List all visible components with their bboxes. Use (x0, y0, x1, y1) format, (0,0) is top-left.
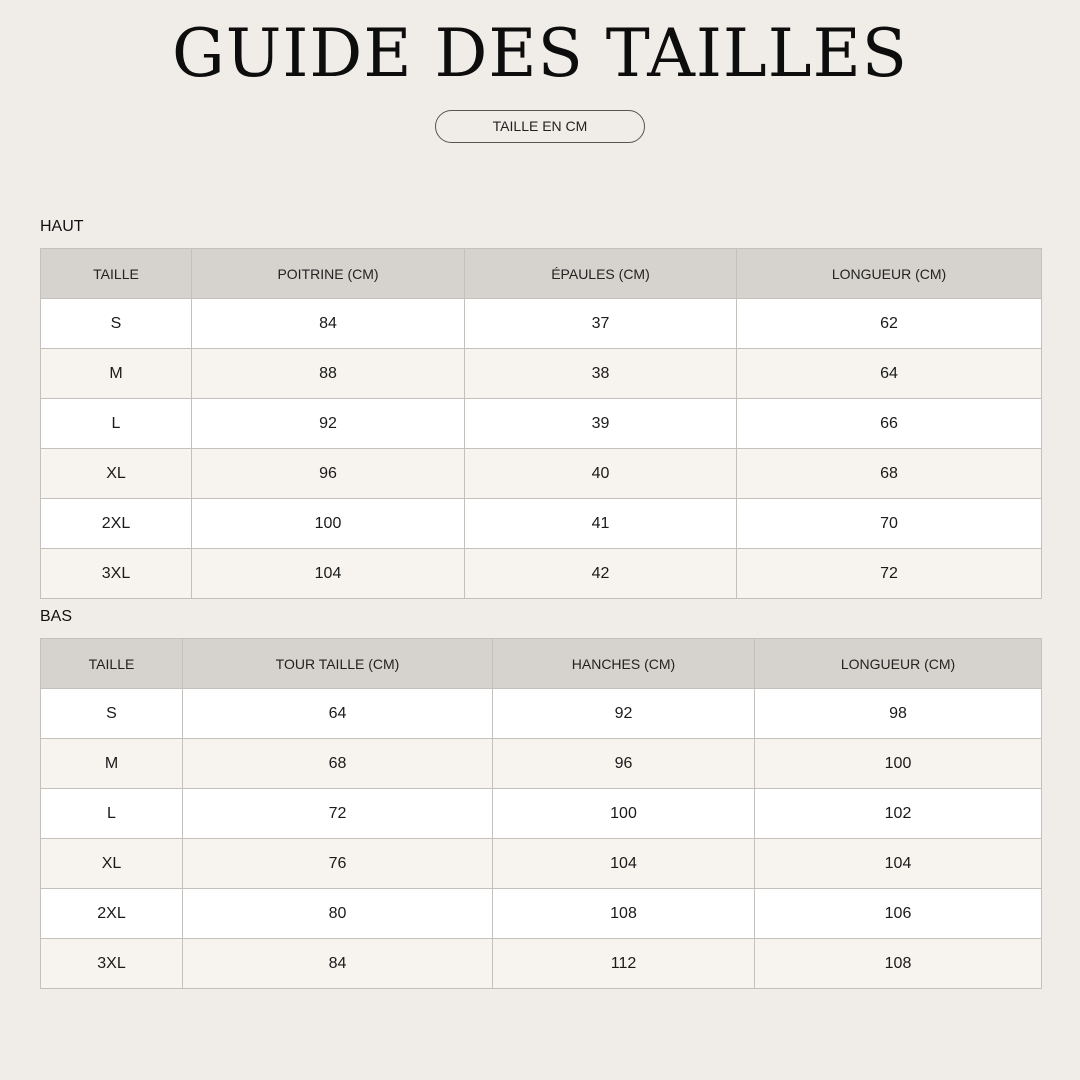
table-row (41, 889, 1042, 939)
table-header-row (41, 249, 1042, 299)
size-cell: XL (41, 449, 192, 499)
value-cell: 70 (737, 499, 1042, 549)
size-cell: S (41, 299, 192, 349)
value-cell: 104 (755, 839, 1042, 889)
value-cell: 102 (755, 789, 1042, 839)
column-header: LONGUEUR (CM) (737, 249, 1042, 299)
value-cell: 84 (192, 299, 465, 349)
table-row (41, 689, 1042, 739)
size-cell: 2XL (41, 889, 183, 939)
value-cell: 68 (737, 449, 1042, 499)
table-row (41, 939, 1042, 989)
column-header: LONGUEUR (CM) (755, 639, 1042, 689)
table-row (41, 739, 1042, 789)
section-label-haut: HAUT (40, 218, 84, 235)
size-cell: S (41, 689, 183, 739)
section-label-bas: BAS (40, 608, 73, 625)
value-cell: 72 (183, 789, 493, 839)
table-header-row (41, 639, 1042, 689)
table-row (41, 349, 1042, 399)
size-table-bas (40, 638, 1042, 989)
value-cell: 42 (465, 549, 737, 599)
value-cell: 108 (755, 939, 1042, 989)
value-cell: 92 (192, 399, 465, 449)
size-cell: M (41, 349, 192, 399)
value-cell: 37 (465, 299, 737, 349)
value-cell: 38 (465, 349, 737, 399)
table-row (41, 549, 1042, 599)
value-cell: 96 (192, 449, 465, 499)
value-cell: 104 (493, 839, 755, 889)
value-cell: 112 (493, 939, 755, 989)
value-cell: 100 (493, 789, 755, 839)
size-cell: M (41, 739, 183, 789)
value-cell: 64 (183, 689, 493, 739)
value-cell: 84 (183, 939, 493, 989)
value-cell: 40 (465, 449, 737, 499)
value-cell: 96 (493, 739, 755, 789)
page-title: GUIDE DES TAILLES (172, 15, 908, 92)
size-cell: XL (41, 839, 183, 889)
value-cell: 98 (755, 689, 1042, 739)
size-table-haut (40, 248, 1042, 599)
column-header: TAILLE (41, 639, 183, 689)
table-row (41, 789, 1042, 839)
value-cell: 92 (493, 689, 755, 739)
value-cell: 41 (465, 499, 737, 549)
column-header: TOUR TAILLE (CM) (183, 639, 493, 689)
value-cell: 88 (192, 349, 465, 399)
value-cell: 66 (737, 399, 1042, 449)
value-cell: 62 (737, 299, 1042, 349)
unit-badge: TAILLE EN CM (435, 110, 645, 143)
size-cell: 2XL (41, 499, 192, 549)
value-cell: 100 (192, 499, 465, 549)
value-cell: 104 (192, 549, 465, 599)
column-header: HANCHES (CM) (493, 639, 755, 689)
table-row (41, 499, 1042, 549)
table-row (41, 299, 1042, 349)
value-cell: 72 (737, 549, 1042, 599)
size-cell: L (41, 789, 183, 839)
value-cell: 108 (493, 889, 755, 939)
table-row (41, 399, 1042, 449)
size-cell: L (41, 399, 192, 449)
value-cell: 76 (183, 839, 493, 889)
value-cell: 106 (755, 889, 1042, 939)
column-header: ÉPAULES (CM) (465, 249, 737, 299)
value-cell: 68 (183, 739, 493, 789)
value-cell: 100 (755, 739, 1042, 789)
value-cell: 80 (183, 889, 493, 939)
table-row (41, 839, 1042, 889)
size-cell: 3XL (41, 549, 192, 599)
value-cell: 39 (465, 399, 737, 449)
column-header: POITRINE (CM) (192, 249, 465, 299)
value-cell: 64 (737, 349, 1042, 399)
column-header: TAILLE (41, 249, 192, 299)
table-row (41, 449, 1042, 499)
size-cell: 3XL (41, 939, 183, 989)
